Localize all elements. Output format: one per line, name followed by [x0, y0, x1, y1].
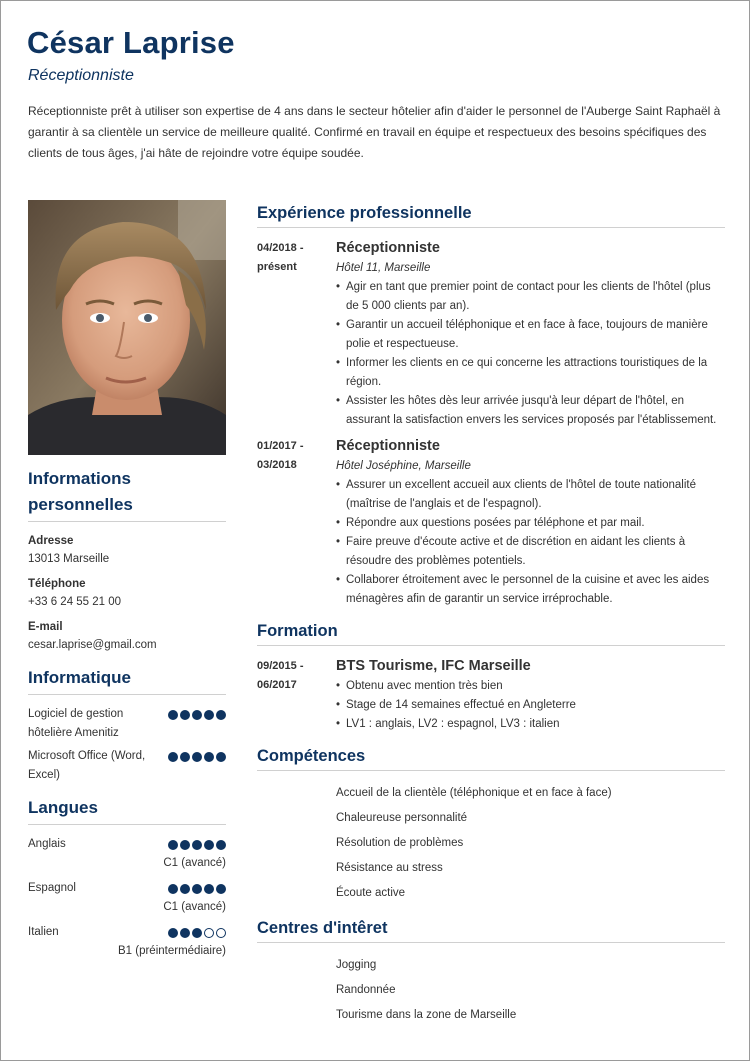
filled-dot-icon — [168, 710, 178, 720]
personal-field-email — [28, 618, 226, 655]
filled-dot-icon — [192, 884, 202, 894]
language-name: Espagnol — [28, 882, 76, 894]
filled-dot-icon — [180, 884, 190, 894]
interest-item: Tourisme dans la zone de Marseille — [336, 1009, 517, 1021]
skills-list — [257, 781, 725, 906]
filled-dot-icon — [216, 840, 226, 850]
entry-bullets — [336, 278, 725, 430]
experience-section — [257, 201, 725, 609]
filled-dot-icon — [168, 752, 178, 762]
it-heading: Informatique — [28, 665, 226, 695]
entry-company: Hôtel Joséphine, Marseille — [336, 460, 471, 472]
skills-section — [257, 744, 725, 906]
it-skill-item — [28, 705, 226, 743]
entry-title: BTS Tourisme, IFC Marseille — [336, 658, 531, 674]
skill-item: Résolution de problèmes — [336, 837, 464, 849]
field-label: E-mail — [28, 621, 63, 633]
personal-info-section — [28, 466, 226, 655]
interests-heading: Centres d'intêret — [257, 916, 725, 943]
language-name: Anglais — [28, 838, 66, 850]
field-label: Téléphone — [28, 578, 86, 590]
entry-bullets — [336, 677, 725, 734]
interests-section — [257, 916, 725, 1028]
language-level-label: B1 (préintermédiaire) — [117, 945, 226, 957]
language-level-dots — [168, 923, 226, 938]
skill-item: Chaleureuse personnalité — [336, 812, 468, 824]
entry-date: 01/2017 - 03/2018 — [257, 440, 304, 471]
filled-dot-icon — [168, 928, 178, 938]
field-value: 13013 Marseille — [28, 553, 110, 565]
skills-heading: Compétences — [257, 744, 725, 771]
filled-dot-icon — [180, 710, 190, 720]
bullet-item: • Garantir un accueil téléphonique et en face à face, toujours de manière polie et respectueuse. — [336, 316, 725, 354]
empty-dot-icon — [216, 928, 226, 938]
filled-dot-icon — [204, 752, 214, 762]
experience-entry — [257, 238, 725, 430]
experience-heading: Expérience professionnelle — [257, 201, 725, 228]
filled-dot-icon — [180, 840, 190, 850]
bullet-item: • Collaborer étroitement avec le personnel de la cuisine et avec les aides ménagères afin de garantir un service irréprochable. — [336, 571, 725, 609]
filled-dot-icon — [192, 928, 202, 938]
entry-company: Hôtel 11, Marseille — [336, 262, 431, 274]
bullet-item: • LV1 : anglais, LV2 : espagnol, LV3 : italien — [336, 715, 725, 734]
language-item — [28, 923, 226, 961]
entry-bullets — [336, 476, 725, 609]
bullet-item: • Agir en tant que premier point de contact pour les clients de l'hôtel (plus de 5 000 clients par an). — [336, 278, 725, 316]
filled-dot-icon — [180, 928, 190, 938]
personal-field-phone — [28, 575, 226, 612]
education-heading: Formation — [257, 619, 725, 646]
experience-entry — [257, 436, 725, 609]
entry-date: 09/2015 - 06/2017 — [257, 660, 304, 691]
profile-summary: Réceptionniste prêt à utiliser son expertise de 4 ans dans le secteur hôtelier afin d'aider le personnel de l'Auberge Saint Raphaël à garantir à sa clientèle un service de meilleure qualité. Confirmé en travail en équipe et respectueux des besoins spécifiques des clients de tous âges, j'ai hâte de rejoindre votre équipe soudée. — [28, 104, 721, 160]
entry-title: Réceptionniste — [336, 438, 440, 454]
languages-section — [28, 795, 226, 961]
bullet-item: • Faire preuve d'écoute active et de discrétion en aidant les clients à résoudre des problèmes potentiels. — [336, 533, 725, 571]
filled-dot-icon — [168, 884, 178, 894]
filled-dot-icon — [192, 752, 202, 762]
language-level-dots — [168, 835, 226, 850]
skill-name: Microsoft Office (Word, Excel) — [28, 750, 146, 781]
filled-dot-icon — [204, 884, 214, 894]
interest-item: Jogging — [336, 959, 377, 971]
bullet-item: • Assurer un excellent accueil aux clients de l'hôtel de toute nationalité (maîtrise de l'anglais et de l'espagnol). — [336, 476, 725, 514]
filled-dot-icon — [168, 840, 178, 850]
skill-level-dots — [168, 705, 226, 720]
interest-item: Randonnée — [336, 984, 396, 996]
personal-info-heading: Informations personnelles — [28, 466, 226, 522]
field-value: cesar.laprise@gmail.com — [28, 639, 157, 651]
education-entry — [257, 656, 725, 734]
filled-dot-icon — [204, 710, 214, 720]
profile-photo — [28, 200, 226, 455]
it-skill-item — [28, 747, 226, 785]
language-item — [28, 835, 226, 873]
personal-field-address — [28, 532, 226, 569]
filled-dot-icon — [216, 884, 226, 894]
job-title: Réceptionniste — [28, 67, 134, 84]
language-level-label: C1 (avancé) — [163, 857, 226, 869]
entry-date: 04/2018 - présent — [257, 242, 304, 273]
it-section — [28, 665, 226, 785]
bullet-item: • Informer les clients en ce qui concerne les attractions touristiques de la région. — [336, 354, 725, 392]
skill-name: Logiciel de gestion hôtelière Amenitiz — [28, 708, 124, 739]
filled-dot-icon — [216, 752, 226, 762]
skill-item: Accueil de la clientèle (téléphonique et en face à face) — [336, 787, 612, 799]
bullet-item: • Assister les hôtes dès leur arrivée jusqu'à leur départ de l'hôtel, en assurant la satisfaction envers les services proposés par l'établissement. — [336, 392, 725, 430]
education-section — [257, 619, 725, 734]
language-level-dots — [168, 879, 226, 894]
right-column — [257, 201, 725, 1038]
entry-title: Réceptionniste — [336, 240, 440, 256]
bullet-item: • Obtenu avec mention très bien — [336, 677, 725, 696]
languages-heading: Langues — [28, 795, 226, 825]
interests-list — [257, 953, 725, 1028]
candidate-name: César Laprise — [27, 25, 235, 60]
filled-dot-icon — [192, 840, 202, 850]
filled-dot-icon — [180, 752, 190, 762]
bullet-item: • Répondre aux questions posées par téléphone et par mail. — [336, 514, 725, 533]
empty-dot-icon — [204, 928, 214, 938]
skill-level-dots — [168, 747, 226, 762]
left-column — [28, 466, 226, 971]
filled-dot-icon — [204, 840, 214, 850]
field-label: Adresse — [28, 535, 74, 547]
filled-dot-icon — [216, 710, 226, 720]
language-name: Italien — [28, 926, 59, 938]
bullet-item: • Stage de 14 semaines effectué en Angleterre — [336, 696, 725, 715]
skill-item: Écoute active — [336, 887, 406, 899]
skill-item: Résistance au stress — [336, 862, 443, 874]
language-item — [28, 879, 226, 917]
field-value: +33 6 24 55 21 00 — [28, 596, 122, 608]
language-level-label: C1 (avancé) — [163, 901, 226, 913]
filled-dot-icon — [192, 710, 202, 720]
